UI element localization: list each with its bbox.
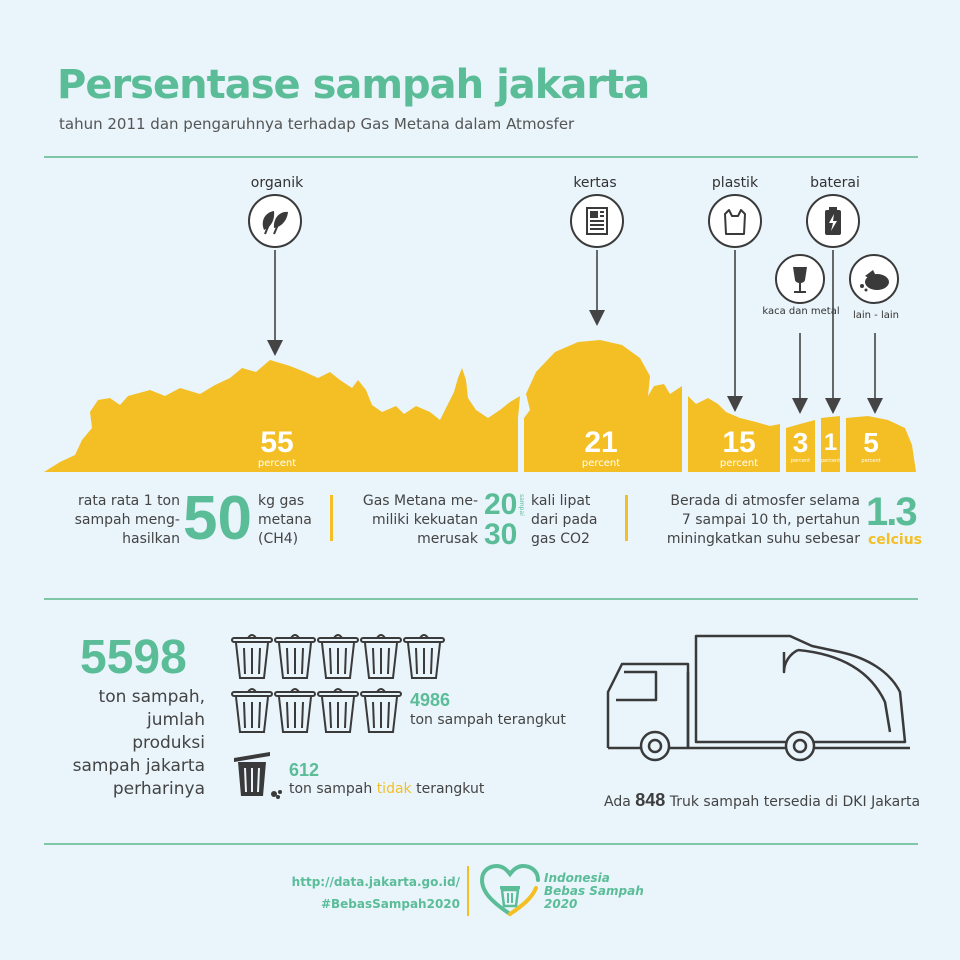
truck-post: Truk sampah tersedia di DKI Jakarta xyxy=(665,794,921,810)
logo-line1: Indonesia xyxy=(544,871,610,885)
pct-kertas-unit: percent xyxy=(581,458,621,469)
stat2-right-text xyxy=(531,492,598,549)
production-desc-line3: produksi xyxy=(132,733,205,753)
stat-divider-2 xyxy=(625,495,628,541)
stat1-number: 50 xyxy=(183,484,252,553)
production-desc-line1: ton sampah, xyxy=(98,687,205,707)
pct-baterai-unit: percent xyxy=(821,458,841,464)
logo-line3: 2020 xyxy=(544,897,578,911)
stat2-number-sep: sampai xyxy=(518,494,525,516)
uncollected-label xyxy=(289,781,484,797)
pct-organik-unit: percent xyxy=(257,458,297,469)
stat3-number: 1.3 xyxy=(866,490,916,534)
truck-caption xyxy=(604,790,920,811)
stat1-left-line3: hasilkan xyxy=(122,531,180,547)
pct-kertas xyxy=(561,428,641,469)
stat1-right-line3: (CH4) xyxy=(258,531,299,547)
stat2-right-line1: kali lipat xyxy=(531,493,591,509)
pct-plastik xyxy=(699,428,779,469)
pct-plastik-value: 15 xyxy=(722,426,756,459)
stat3-line2: 7 sampai 10 th, pertahun xyxy=(681,512,860,528)
pct-organik xyxy=(237,428,317,469)
footer-divider xyxy=(467,866,469,916)
pct-kaca xyxy=(786,428,815,464)
label-lain: lain - lain xyxy=(852,310,899,321)
pct-lain xyxy=(846,428,896,464)
production-desc-line2: jumlah xyxy=(147,710,205,730)
uncollected-pre: ton sampah xyxy=(289,781,377,797)
stat2-number-bottom: 30 xyxy=(484,518,518,551)
pct-lain-unit: percent xyxy=(861,458,881,464)
source-link[interactable]: http://data.jakarta.go.id/ xyxy=(291,875,460,889)
page-title: Persentase sampah jakarta xyxy=(57,62,650,108)
label-baterai: baterai xyxy=(810,175,860,191)
pct-plastik-unit: percent xyxy=(719,458,759,469)
label-organik: organik xyxy=(250,175,304,191)
stat1-right-line1: kg gas xyxy=(258,493,305,509)
uncollected-highlight: tidak xyxy=(376,781,412,797)
stat3-line1: Berada di atmosfer selama xyxy=(670,493,860,509)
pct-lain-value: 5 xyxy=(863,427,879,458)
stat2-right-line3: gas CO2 xyxy=(531,531,590,547)
stat-divider-1 xyxy=(330,495,333,541)
truck-count: 848 xyxy=(635,790,666,810)
pct-baterai xyxy=(821,428,840,464)
truck-pre: Ada xyxy=(604,794,636,810)
stat1-left-line2: sampah meng- xyxy=(74,512,180,528)
label-plastik: plastik xyxy=(711,175,759,191)
stat2-left-line1: Gas Metana me- xyxy=(362,493,478,509)
campaign-logo-text xyxy=(544,872,644,911)
stat1-left-text xyxy=(55,492,180,549)
pct-baterai-value: 1 xyxy=(823,429,838,456)
logo-line2: Bebas Sampah xyxy=(544,884,644,898)
stat3-text xyxy=(645,492,860,549)
stat3-line3: miningkatkan suhu sebesar xyxy=(666,531,860,547)
uncollected-value: 612 xyxy=(289,760,320,780)
label-kertas: kertas xyxy=(573,175,617,191)
stat2-left-line3: merusak xyxy=(417,531,478,547)
stat2-left-text xyxy=(345,492,478,549)
stat1-right-line2: metana xyxy=(258,512,312,528)
page-subtitle: tahun 2011 dan pengaruhnya terhadap Gas Metana dalam Atmosfer xyxy=(59,115,575,133)
stat2-right-line2: dari pada xyxy=(531,512,598,528)
stat1-left-line1: rata rata 1 ton xyxy=(78,493,180,509)
collected-label: ton sampah terangkut xyxy=(410,712,566,728)
stat2-number-top: 20 xyxy=(484,488,518,521)
heart-trash-logo-icon xyxy=(478,862,542,920)
garbage-truck-icon xyxy=(600,632,920,782)
stat2-left-line2: miliki kekuatan xyxy=(371,512,478,528)
production-total: 5598 xyxy=(80,631,187,684)
pct-kertas-value: 21 xyxy=(584,426,618,459)
uncollected-post: terangkut xyxy=(411,781,485,797)
production-description xyxy=(40,686,205,801)
pct-kaca-unit: percent xyxy=(790,458,811,464)
hashtag: #BebasSampah2020 xyxy=(320,897,460,911)
pct-kaca-value: 3 xyxy=(792,427,809,458)
production-desc-line5: perharinya xyxy=(112,779,205,799)
collected-value: 4986 xyxy=(410,690,451,710)
divider-middle xyxy=(44,598,918,600)
label-kaca-text: kaca dan metal xyxy=(762,306,840,317)
divider-bottom xyxy=(44,843,918,845)
stat3-unit: celcius xyxy=(868,532,922,548)
pct-organik-value: 55 xyxy=(260,426,294,459)
production-desc-line4: sampah jakarta xyxy=(72,756,205,776)
stat1-right-text xyxy=(258,492,312,549)
